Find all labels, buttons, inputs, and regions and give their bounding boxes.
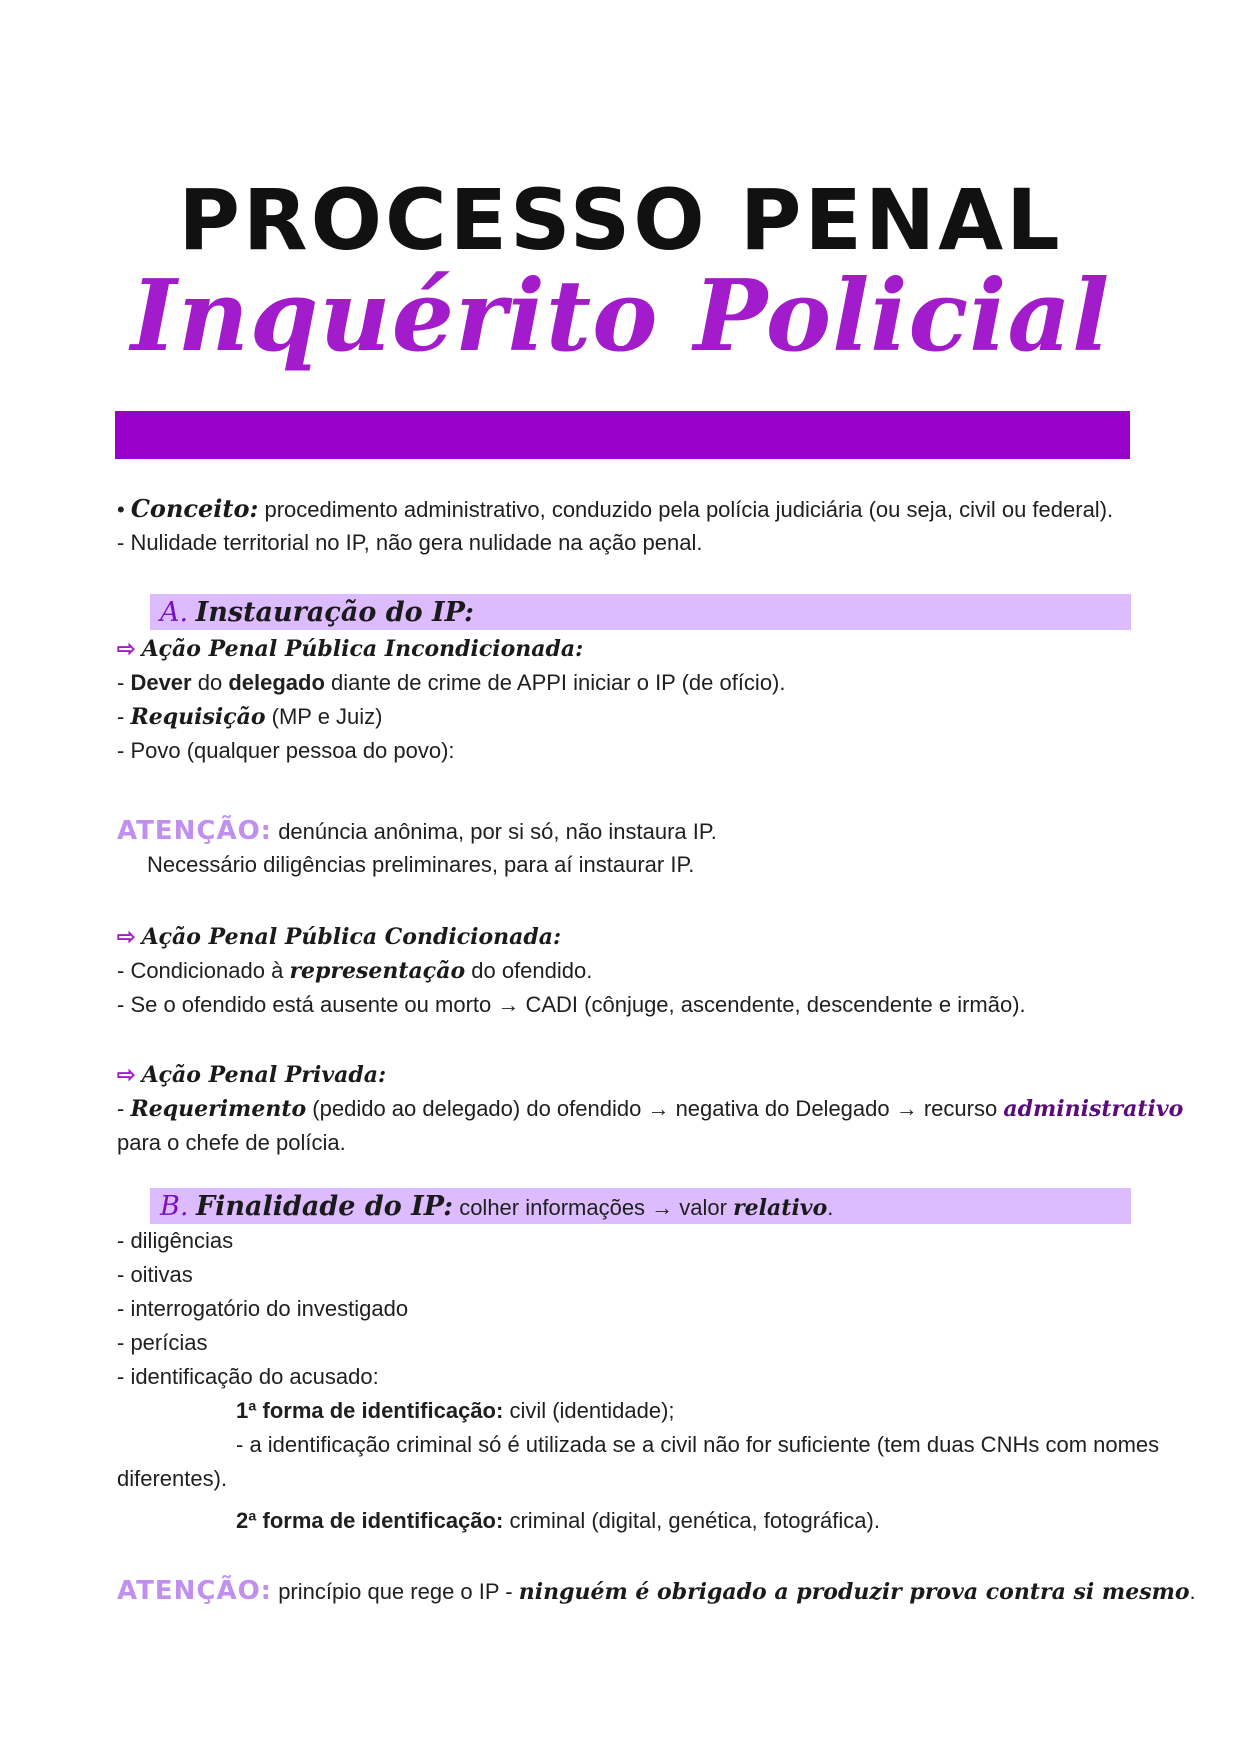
appi-line-3: - Povo (qualquer pessoa do povo): bbox=[117, 738, 455, 763]
text: diante de crime de APPI iniciar o IP (de ofício). bbox=[324, 670, 786, 695]
atencao-1 bbox=[117, 816, 717, 847]
section-a-title: Instauração do IP: bbox=[195, 597, 474, 628]
list-item: - diligências bbox=[117, 1228, 234, 1253]
arrow-right-icon: ⇨ bbox=[117, 1062, 136, 1087]
section-b-letter: B. bbox=[160, 1191, 189, 1222]
list-item: - perícias bbox=[117, 1330, 208, 1355]
conceito-label: Conceito: bbox=[130, 494, 259, 523]
section-a-heading bbox=[160, 594, 474, 631]
text: - Condicionado à bbox=[117, 958, 290, 983]
appi-title: Ação Penal Pública Incondicionada: bbox=[141, 636, 584, 662]
list-item: - oitivas bbox=[117, 1262, 193, 1287]
text: (MP e Juiz) bbox=[265, 704, 383, 729]
forma-1-text: civil (identidade); bbox=[503, 1398, 675, 1423]
text: do ofendido. bbox=[465, 958, 593, 983]
dash: - bbox=[117, 1096, 131, 1121]
atencao-label: ATENÇÃO: bbox=[117, 816, 273, 846]
app-heading bbox=[117, 1060, 386, 1090]
header-divider-bar bbox=[115, 411, 1130, 459]
conceito-line bbox=[117, 494, 1113, 525]
forma-2-label: 2ª forma de identificação: bbox=[236, 1508, 504, 1533]
emph-principio: ninguém é obrigado a produzir prova contra si mesmo bbox=[518, 1579, 1190, 1605]
forma-1-note-2: diferentes). bbox=[117, 1466, 228, 1491]
dash: - bbox=[117, 670, 131, 695]
conceito-text: procedimento administrativo, conduzido pela polícia judiciária (ou seja, civil ou federal). bbox=[264, 497, 1114, 522]
text: (pedido ao delegado) do ofendido → negativa do Delegado → recurso bbox=[306, 1096, 1004, 1121]
text: . bbox=[1189, 1579, 1196, 1604]
emph-administrativo: administrativo bbox=[1003, 1096, 1184, 1122]
appc-line-1 bbox=[117, 956, 592, 986]
atencao-2 bbox=[117, 1576, 1196, 1607]
appi-line-2 bbox=[117, 702, 383, 732]
forma-1-label: 1ª forma de identificação: bbox=[236, 1398, 504, 1423]
appi-line-1 bbox=[117, 668, 786, 698]
app-line-1 bbox=[117, 1094, 1183, 1124]
section-b-title: Finalidade do IP: bbox=[195, 1191, 454, 1222]
section-b-heading bbox=[160, 1188, 833, 1226]
forma-1-note: - a identificação criminal só é utilizada se a civil não for suficiente (tem duas CNHs com nomes bbox=[236, 1432, 1160, 1457]
atencao-1-line-2: Necessário diligências preliminares, para aí instaurar IP. bbox=[147, 852, 695, 877]
text: do bbox=[191, 670, 229, 695]
bullet: • bbox=[117, 497, 131, 522]
forma-2 bbox=[236, 1506, 880, 1536]
page-title: PROCESSO PENAL bbox=[178, 171, 1063, 269]
forma-2-text: criminal (digital, genética, fotográfica). bbox=[503, 1508, 880, 1533]
forma-1 bbox=[236, 1396, 675, 1426]
emph-relativo: relativo bbox=[733, 1195, 828, 1221]
arrow-right-icon: ⇨ bbox=[117, 924, 136, 949]
app-line-2: para o chefe de polícia. bbox=[117, 1130, 346, 1155]
arrow-right-icon: ⇨ bbox=[117, 636, 136, 661]
emph-dever: Dever bbox=[130, 670, 192, 695]
page-subtitle: Inquérito Policial bbox=[130, 259, 1111, 374]
conceito-note: - Nulidade territorial no IP, não gera nulidade na ação penal. bbox=[117, 530, 703, 555]
emph-representacao: representação bbox=[289, 958, 466, 984]
list-item: - identificação do acusado: bbox=[117, 1364, 379, 1389]
atencao-text: princípio que rege o IP - bbox=[278, 1579, 519, 1604]
appc-line-2: - Se o ofendido está ausente ou morto → CADI (cônjuge, ascendente, descendente e irmão). bbox=[117, 992, 1026, 1017]
appc-title: Ação Penal Pública Condicionada: bbox=[141, 924, 562, 950]
atencao-label: ATENÇÃO: bbox=[117, 1576, 273, 1606]
emph-requerimento: Requerimento bbox=[130, 1096, 307, 1122]
section-b-text: colher informações → valor bbox=[453, 1195, 734, 1220]
text: . bbox=[827, 1195, 834, 1220]
emph-delegado: delegado bbox=[228, 670, 325, 695]
list-item: - interrogatório do investigado bbox=[117, 1296, 409, 1321]
section-a-letter: A. bbox=[160, 597, 189, 628]
appc-heading bbox=[117, 922, 561, 952]
emph-requisicao: Requisição bbox=[130, 704, 266, 730]
dash: - bbox=[117, 704, 131, 729]
appi-heading bbox=[117, 634, 583, 664]
atencao-text: denúncia anônima, por si só, não instaura IP. bbox=[278, 819, 717, 844]
app-title: Ação Penal Privada: bbox=[141, 1062, 387, 1088]
